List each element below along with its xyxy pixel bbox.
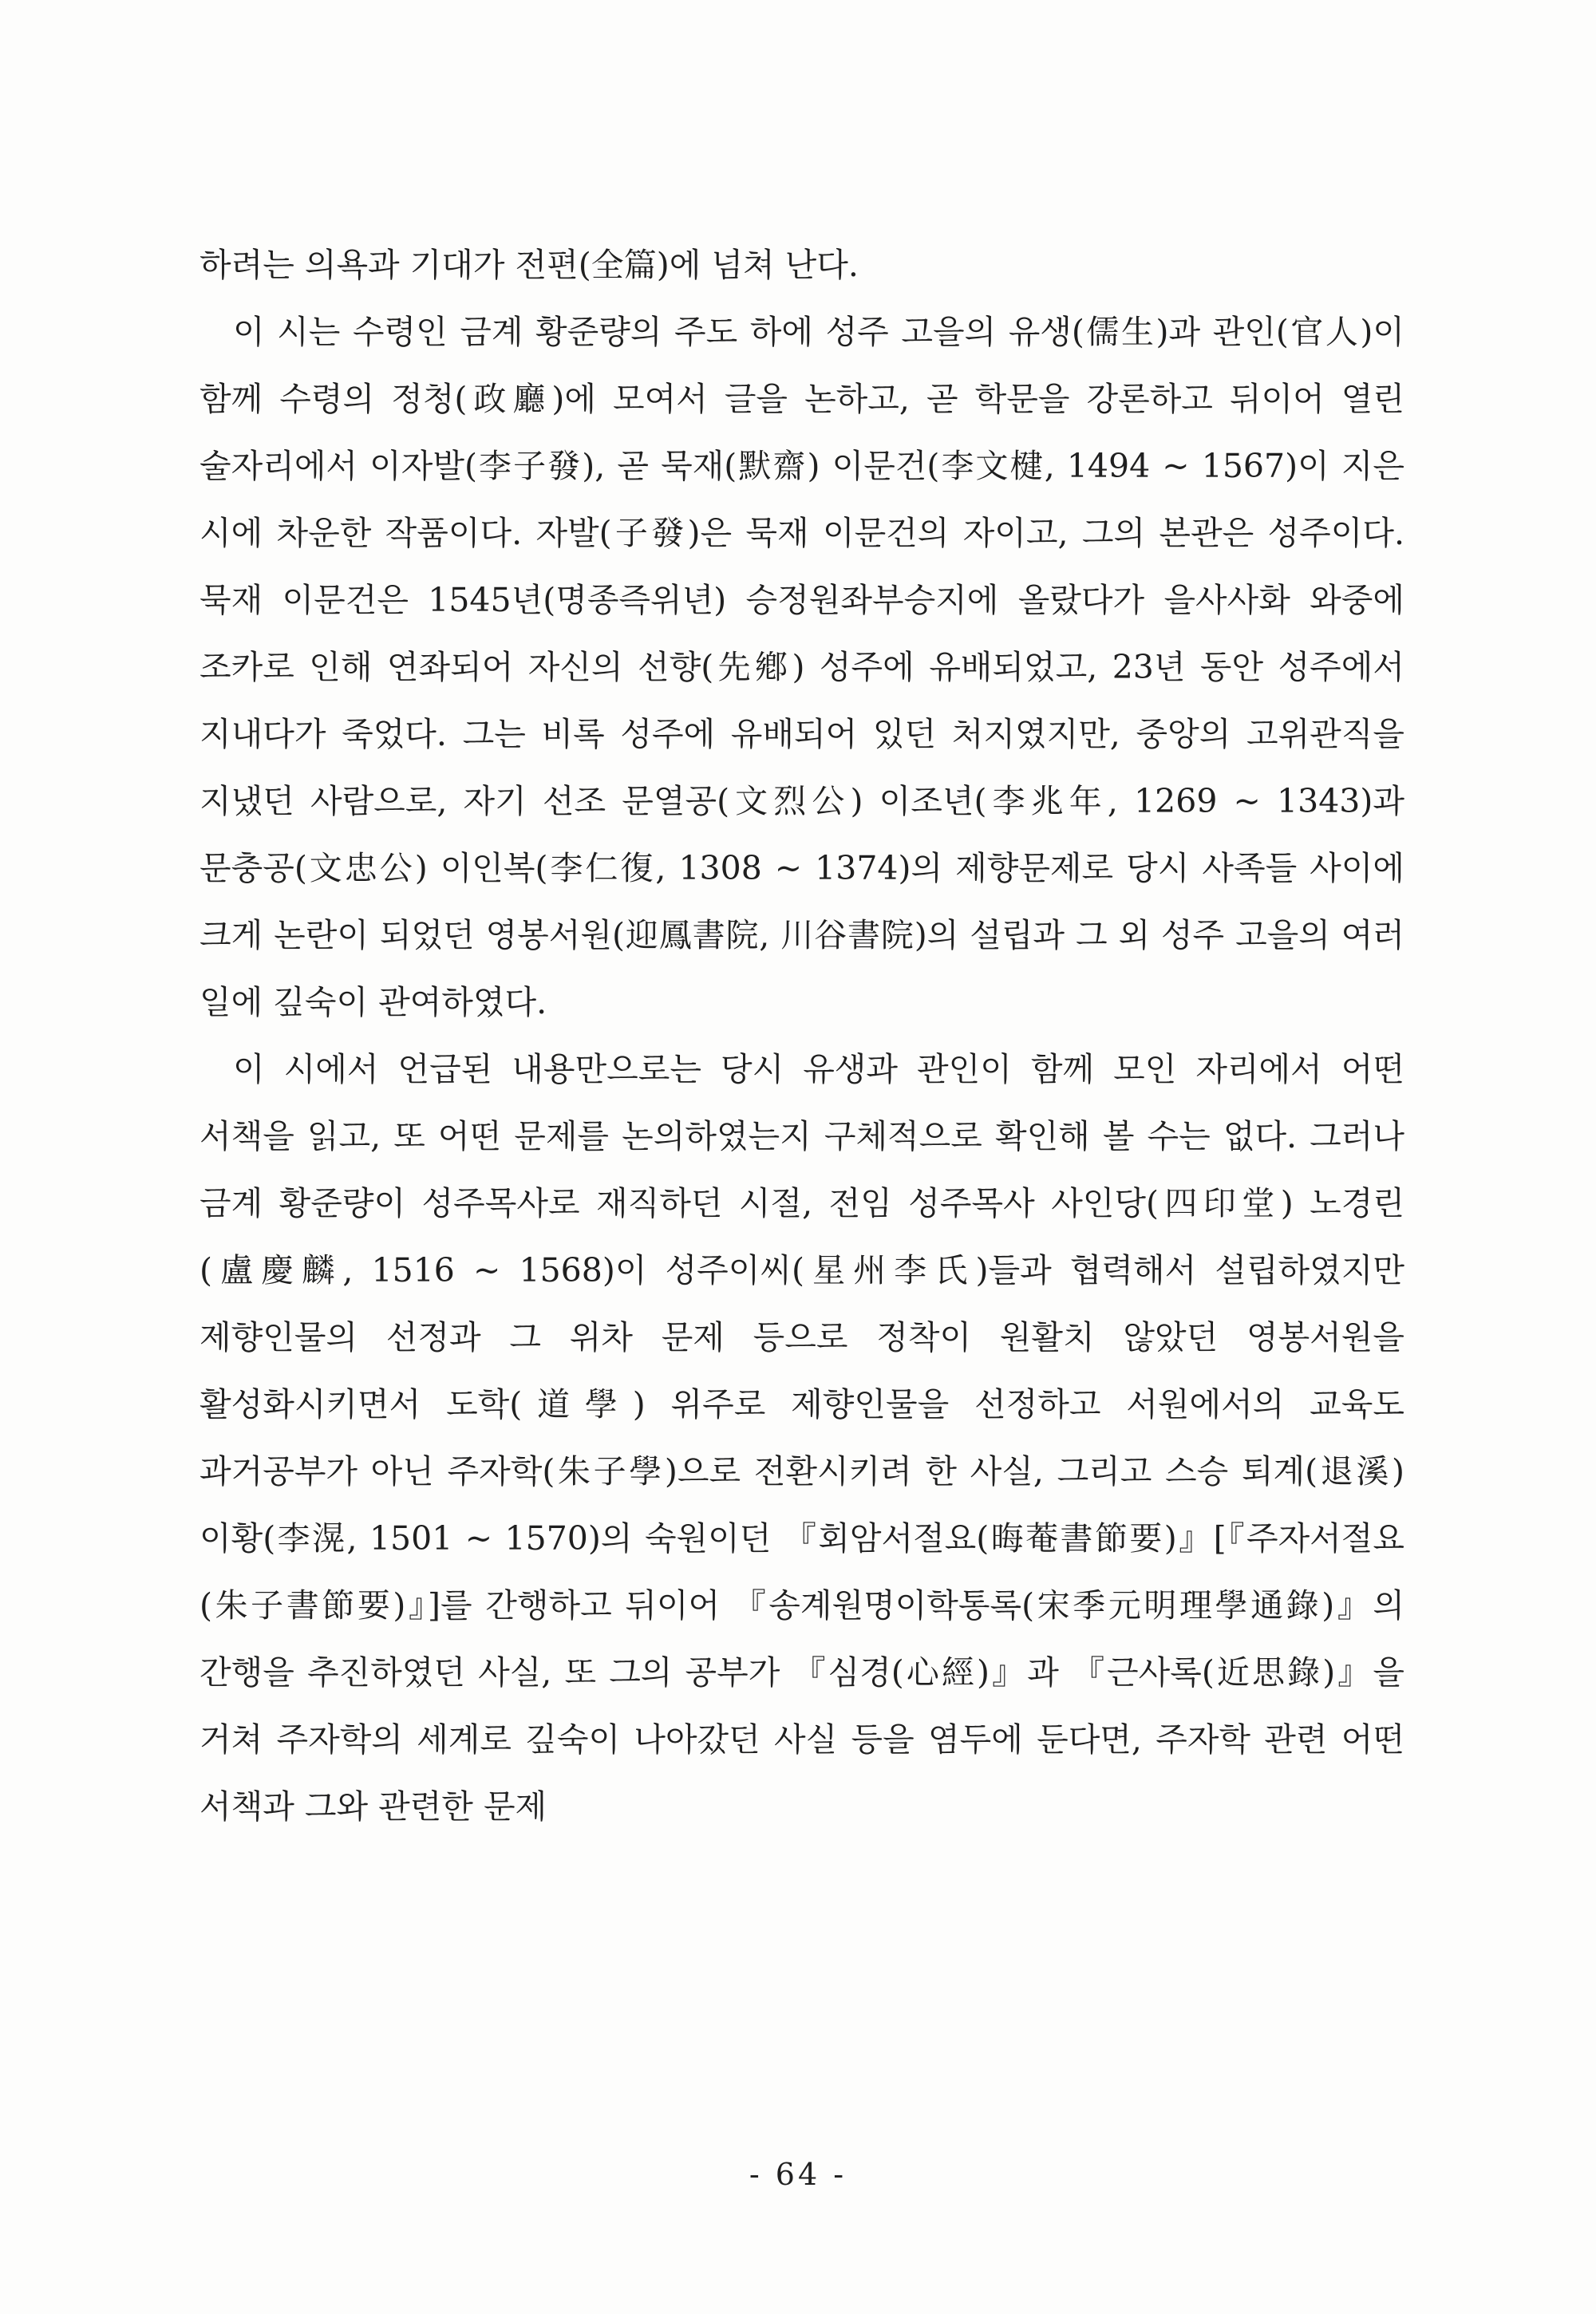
page-number: - 64 - (749, 2157, 847, 2192)
paragraph-2: 이 시는 수령인 금계 황준량의 주도 하에 성주 고을의 유생(儒生)과 관인(官人)이 함께 수령의 정청(政廳)에 모여서 글을 논하고, 곧 학문을 강론하고 뒤이어 열린 술자리에서 이자발(李子發), 곧 묵재(默齋) 이문건(李文楗, 1494 ~ 1567)이 지은 시에 차운한 작품이다. 자발(子發)은 묵재 이문건의 자이고, 그의 본관은 성주이다. 묵재 이문건은 1545년(명종즉위년) 승정원좌부승지에 올랐다가 을사사화 와중에 조카로 인해 연좌되어 자신의 선향(先鄕) 성주에 유배되었고, 23년 동안 성주에서 지내다가 죽었다. 그는 비록 성주에 유배되어 있던 처지였지만, 중앙의 고위관직을 지냈던 사람으로, 자기 선조 문열공(文烈公) 이조년(李兆年, 1269 ~ 1343)과 문충공(文忠公) 이인복(李仁復, 1308 ~ 1374)의 제향문제로 당시 사족들 사이에 크게 논란이 되었던 영봉서원(迎鳳書院, 川谷書院)의 설립과 그 외 성주 고을의 여러 일에 깊숙이 관여하였다. (200, 313, 1404, 1021)
paragraph-1: 하려는 의욕과 기대가 전편(全篇)에 넘쳐 난다. (200, 246, 859, 284)
body-text (200, 231, 1404, 1840)
paragraph-3: 이 시에서 언급된 내용만으로는 당시 유생과 관인이 함께 모인 자리에서 어떤 서책을 읽고, 또 어떤 문제를 논의하였는지 구체적으로 확인해 볼 수는 없다. 그러나 금계 황준량이 성주목사로 재직하던 시절, 전임 성주목사 사인당(四印堂) 노경린(盧慶麟, 1516 ~ 1568)이 성주이씨(星州李氏)들과 협력해서 설립하였지만 제향인물의 선정과 그 위차 문제 등으로 정착이 원활치 않았던 영봉서원을 활성화시키면서 도학(道學) 위주로 제향인물을 선정하고 서원에서의 교육도 과거공부가 아닌 주자학(朱子學)으로 전환시키려 한 사실, 그리고 스승 퇴계(退溪) 이황(李滉, 1501 ~ 1570)의 숙원이던 『회암서절요(晦菴書節要)』[『주자서절요(朱子書節要)』]를 간행하고 뒤이어 『송계원명이학통록(宋季元明理學通錄)』의 간행을 추진하였던 사실, 또 그의 공부가 『심경(心經)』과 『근사록(近思錄)』을 거쳐 주자학의 세계로 깊숙이 나아갔던 사실 등을 염두에 둔다면, 주자학 관련 어떤 서책과 그와 관련한 문제 (200, 1050, 1404, 1826)
